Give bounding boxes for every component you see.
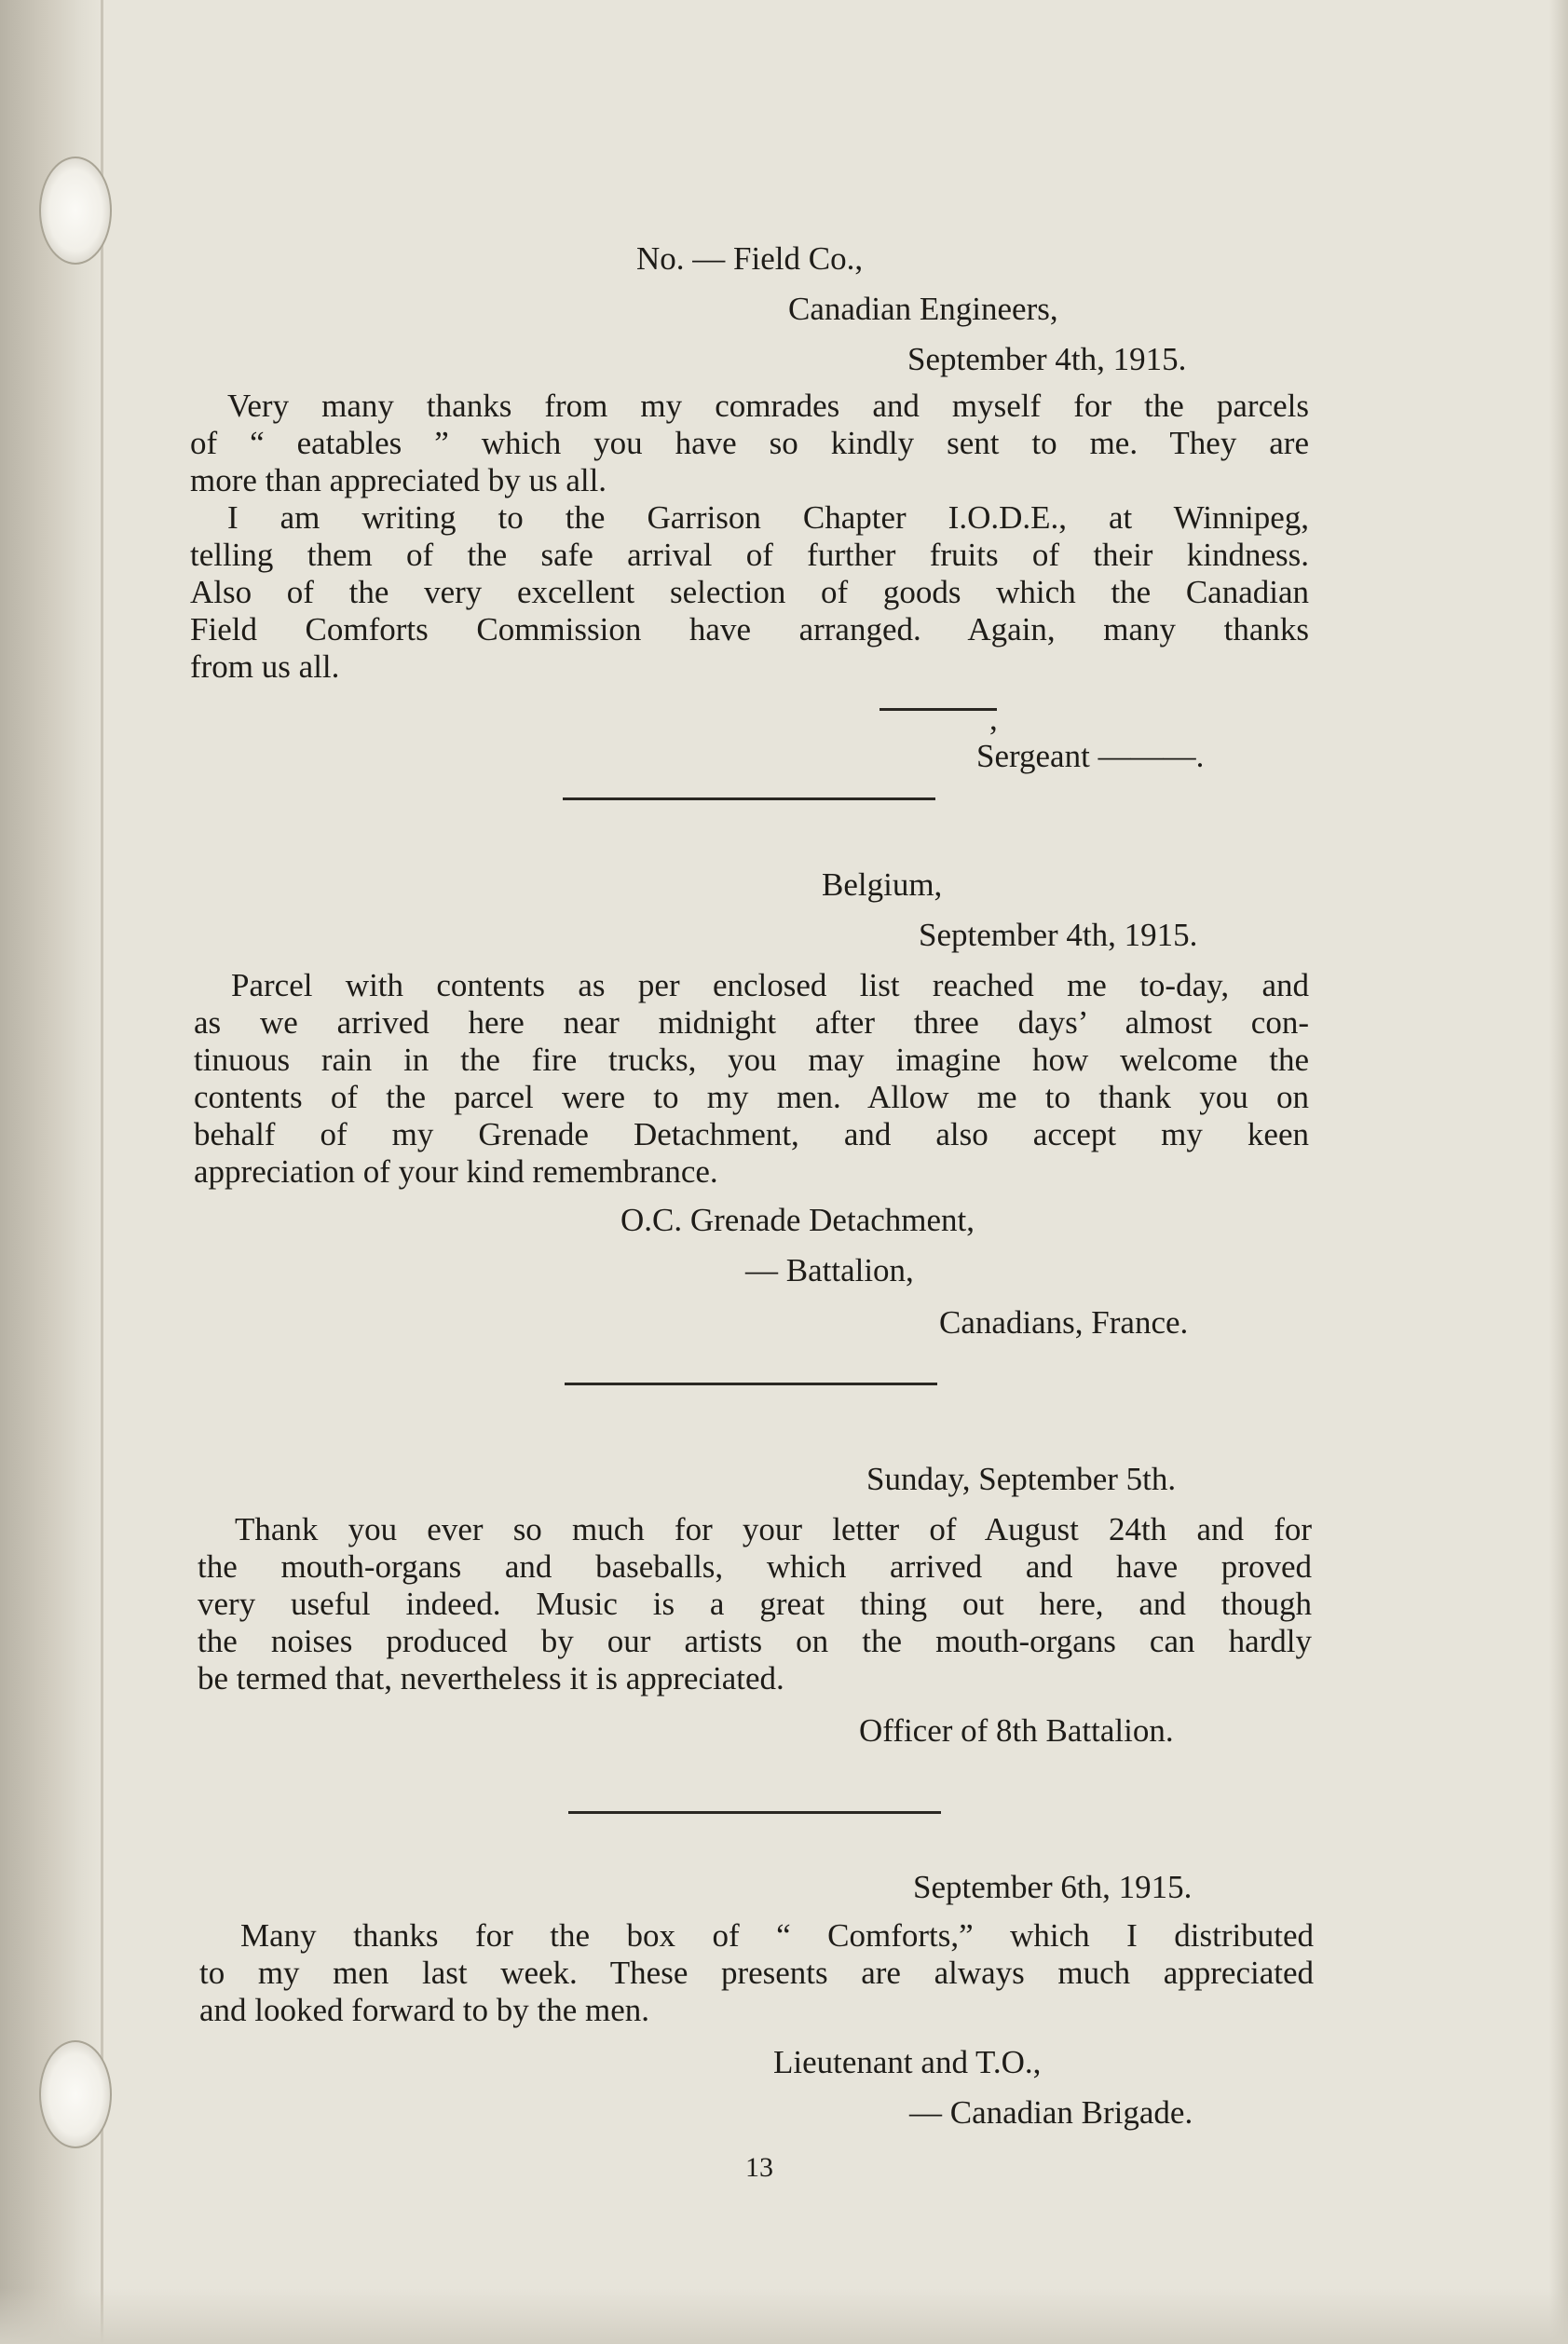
text-line: Field Comforts Commission have arranged. Again, many thanks bbox=[190, 611, 1309, 647]
letter3-paragraph bbox=[198, 1511, 1312, 1697]
text-line: contents of the parcel were to my men. Allow me to thank you on bbox=[194, 1079, 1309, 1115]
letter1-unit: No. — Field Co., bbox=[636, 240, 864, 277]
text-line: the mouth-organs and baseballs, which arrived and have proved bbox=[198, 1548, 1312, 1585]
text-line: of “ eatables ” which you have so kindly sent to me. They are bbox=[190, 425, 1309, 461]
binding-fold bbox=[101, 0, 103, 2344]
text-line: telling them of the safe arrival of further fruits of their kindness. bbox=[190, 537, 1309, 573]
text-line: appreciation of your kind remembrance. bbox=[194, 1153, 718, 1190]
text-line: the noises produced by our artists on the mouth-organs can hardly bbox=[198, 1623, 1312, 1659]
text-line: very useful indeed. Music is a great thing out here, and though bbox=[198, 1586, 1312, 1622]
letter3-signature: Officer of 8th Battalion. bbox=[859, 1712, 1174, 1749]
page-bottom-shadow bbox=[0, 2288, 1568, 2344]
text-line: behalf of my Grenade Detachment, and also accept my keen bbox=[194, 1116, 1309, 1152]
letter4-signature-unit: — Canadian Brigade. bbox=[909, 2094, 1193, 2131]
letter1-paragraph-2 bbox=[190, 499, 1309, 686]
text-line: Also of the very excellent selection of goods which the Canadian bbox=[190, 574, 1309, 610]
letter4-paragraph bbox=[199, 1917, 1314, 2029]
text-line: Many thanks for the box of “ Comforts,” which I distributed bbox=[240, 1917, 1314, 1954]
page-binding-edge bbox=[0, 0, 102, 2344]
text-line: as we arrived here near midnight after three days’ almost con- bbox=[194, 1004, 1309, 1041]
text-line: Very many thanks from my comrades and myself for the parcels bbox=[227, 388, 1309, 424]
section-divider bbox=[563, 797, 935, 800]
letter2-signature-unit: — Battalion, bbox=[745, 1252, 914, 1288]
letter3-date: Sunday, September 5th. bbox=[866, 1461, 1177, 1497]
text-line: I am writing to the Garrison Chapter I.O.D.E., at Winnipeg, bbox=[227, 499, 1309, 536]
text-line: to my men last week. These presents are always much appreciated bbox=[199, 1955, 1314, 1991]
signature-name-blank bbox=[879, 708, 997, 711]
section-divider bbox=[568, 1811, 941, 1814]
section-divider bbox=[565, 1383, 937, 1385]
letter2-paragraph bbox=[194, 967, 1309, 1191]
punch-hole-top bbox=[39, 157, 112, 265]
punch-hole-bottom bbox=[39, 2040, 112, 2148]
text-line: from us all. bbox=[190, 648, 340, 685]
letter2-signature-place: Canadians, France. bbox=[939, 1304, 1189, 1341]
letter1-date: September 4th, 1915. bbox=[907, 341, 1187, 377]
page-number: 13 bbox=[745, 2152, 773, 2183]
letter1-signature-comma: , bbox=[989, 701, 998, 737]
letter1-paragraph-1 bbox=[190, 388, 1309, 499]
letter2-signature-title: O.C. Grenade Detachment, bbox=[620, 1202, 975, 1238]
text-line: tinuous rain in the fire trucks, you may imagine how welcome the bbox=[194, 1042, 1309, 1078]
text-line: Parcel with contents as per enclosed list reached me to-day, and bbox=[231, 967, 1309, 1003]
letter4-signature-title: Lieutenant and T.O., bbox=[773, 2044, 1042, 2080]
text-line: Thank you ever so much for your letter of August 24th and for bbox=[235, 1511, 1312, 1547]
letter1-signature: Sergeant ———. bbox=[976, 738, 1205, 774]
text-line: more than appreciated by us all. bbox=[190, 462, 607, 498]
letter1-corps: Canadian Engineers, bbox=[788, 291, 1058, 327]
text-line: be termed that, nevertheless it is appreciated. bbox=[198, 1660, 784, 1697]
text-line: and looked forward to by the men. bbox=[199, 1992, 650, 2028]
letter4-date: September 6th, 1915. bbox=[913, 1869, 1193, 1905]
letter2-place: Belgium, bbox=[822, 866, 943, 903]
letter2-date: September 4th, 1915. bbox=[919, 917, 1198, 953]
